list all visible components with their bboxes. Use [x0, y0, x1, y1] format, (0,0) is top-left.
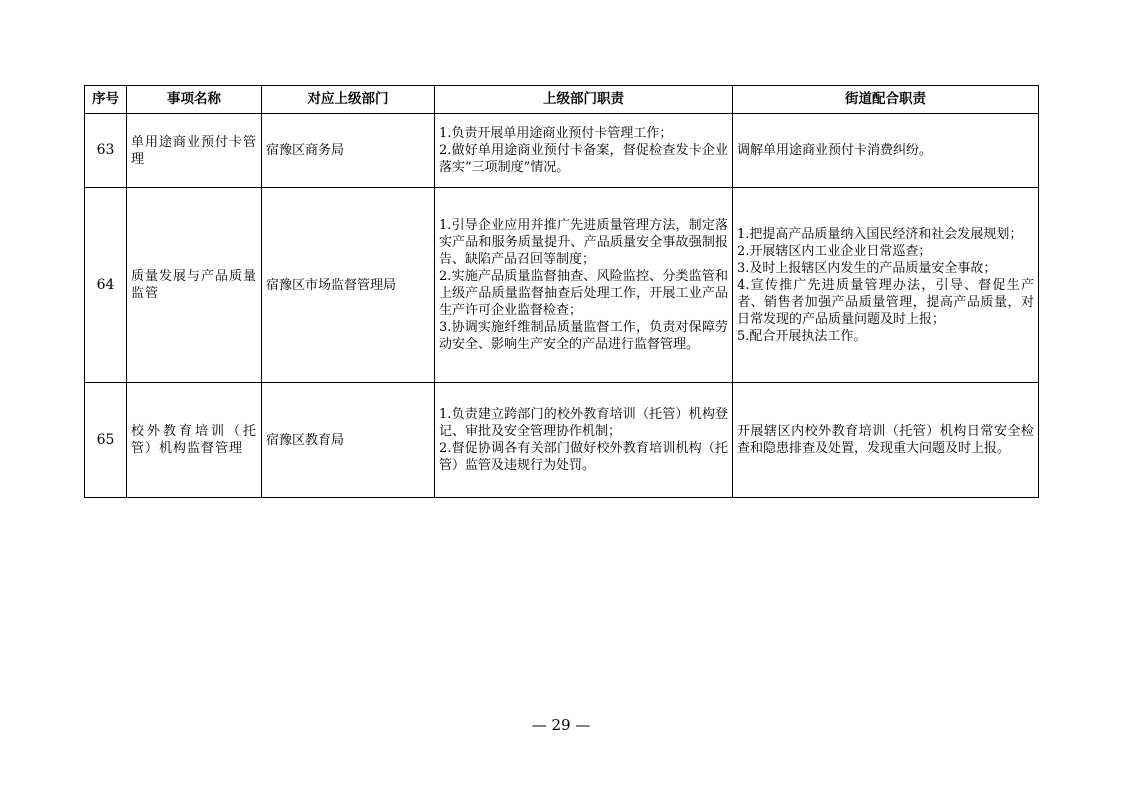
- duty-line: 1.负责开展单用途商业预付卡管理工作；: [439, 126, 673, 141]
- header-street-duty: 街道配合职责: [733, 86, 1039, 114]
- table-row: [85, 188, 1039, 383]
- item-name: 质量发展与产品质量监管: [127, 188, 262, 383]
- duty-line: 2.实施产品质量监督抽查、风险监控、分类监管和上级产品质量监督抽查后处理工作，开展工业产品生产许可企业监督检查；: [439, 269, 728, 318]
- page-number: — 29 —: [531, 716, 591, 734]
- duty-line: 4.宣传推广先进质量管理办法，引导、督促生产者、销售者加强产品质量管理，提高产品质量，对日常发现的产品质量问题及时上报；: [737, 277, 1034, 327]
- upper-duty-cell: [435, 114, 733, 188]
- item-department: 宿豫区教育局: [262, 383, 435, 498]
- duty-line: 2.做好单用途商业预付卡备案，督促检查发卡企业落实“三项制度”情况。: [439, 143, 728, 175]
- duty-line: 3.及时上报辖区内发生的产品质量安全事故；: [737, 260, 997, 276]
- item-department: 宿豫区商务局: [262, 114, 435, 188]
- upper-duty-cell: [435, 383, 733, 498]
- item-department: 宿豫区市场监督管理局: [262, 188, 435, 383]
- duty-line: 开展辖区内校外教育培训（托管）机构日常安全检查和隐患排查及处置，发现重大问题及时上报。: [737, 424, 1034, 456]
- header-dept: 对应上级部门: [262, 86, 435, 114]
- item-number: 63: [85, 114, 127, 188]
- duty-line: 1.引导企业应用并推广先进质量管理方法，制定落实产品和服务质量提升、产品质量安全事故强制报告、缺陷产品召回等制度；: [439, 218, 728, 267]
- street-duty-cell: [733, 114, 1039, 188]
- item-number: 64: [85, 188, 127, 383]
- street-duty-cell: [733, 188, 1039, 383]
- duty-line: 调解单用途商业预付卡消费纠纷。: [737, 143, 933, 158]
- duty-table: [84, 85, 1039, 498]
- item-number: 65: [85, 383, 127, 498]
- table-header-row: [85, 86, 1039, 114]
- duty-line: 1.把提高产品质量纳入国民经济和社会发展规划；: [737, 226, 1023, 242]
- table-row: [85, 383, 1039, 498]
- duty-line: 5.配合开展执法工作。: [737, 328, 867, 344]
- duty-line: 2.督促协调各有关部门做好校外教育培训机构（托管）监管及违规行为处罚。: [439, 441, 728, 473]
- upper-duty-cell: [435, 188, 733, 383]
- street-duty-cell: [733, 383, 1039, 498]
- duty-line: 3.协调实施纤维制品质量监督工作，负责对保障劳动安全、影响生产安全的产品进行监督管理。: [439, 320, 728, 352]
- header-name: 事项名称: [127, 86, 262, 114]
- header-no: 序号: [85, 86, 127, 114]
- duty-line: 1.负责建立跨部门的校外教育培训（托管）机构登记、审批及安全管理协作机制；: [439, 407, 728, 439]
- table-row: [85, 114, 1039, 188]
- item-name: 单用途商业预付卡管理: [127, 114, 262, 188]
- header-upper-duty: 上级部门职责: [435, 86, 733, 114]
- item-name: 校外教育培训（托管）机构监督管理: [127, 383, 262, 498]
- duty-line: 2.开展辖区内工业企业日常巡查；: [737, 243, 932, 259]
